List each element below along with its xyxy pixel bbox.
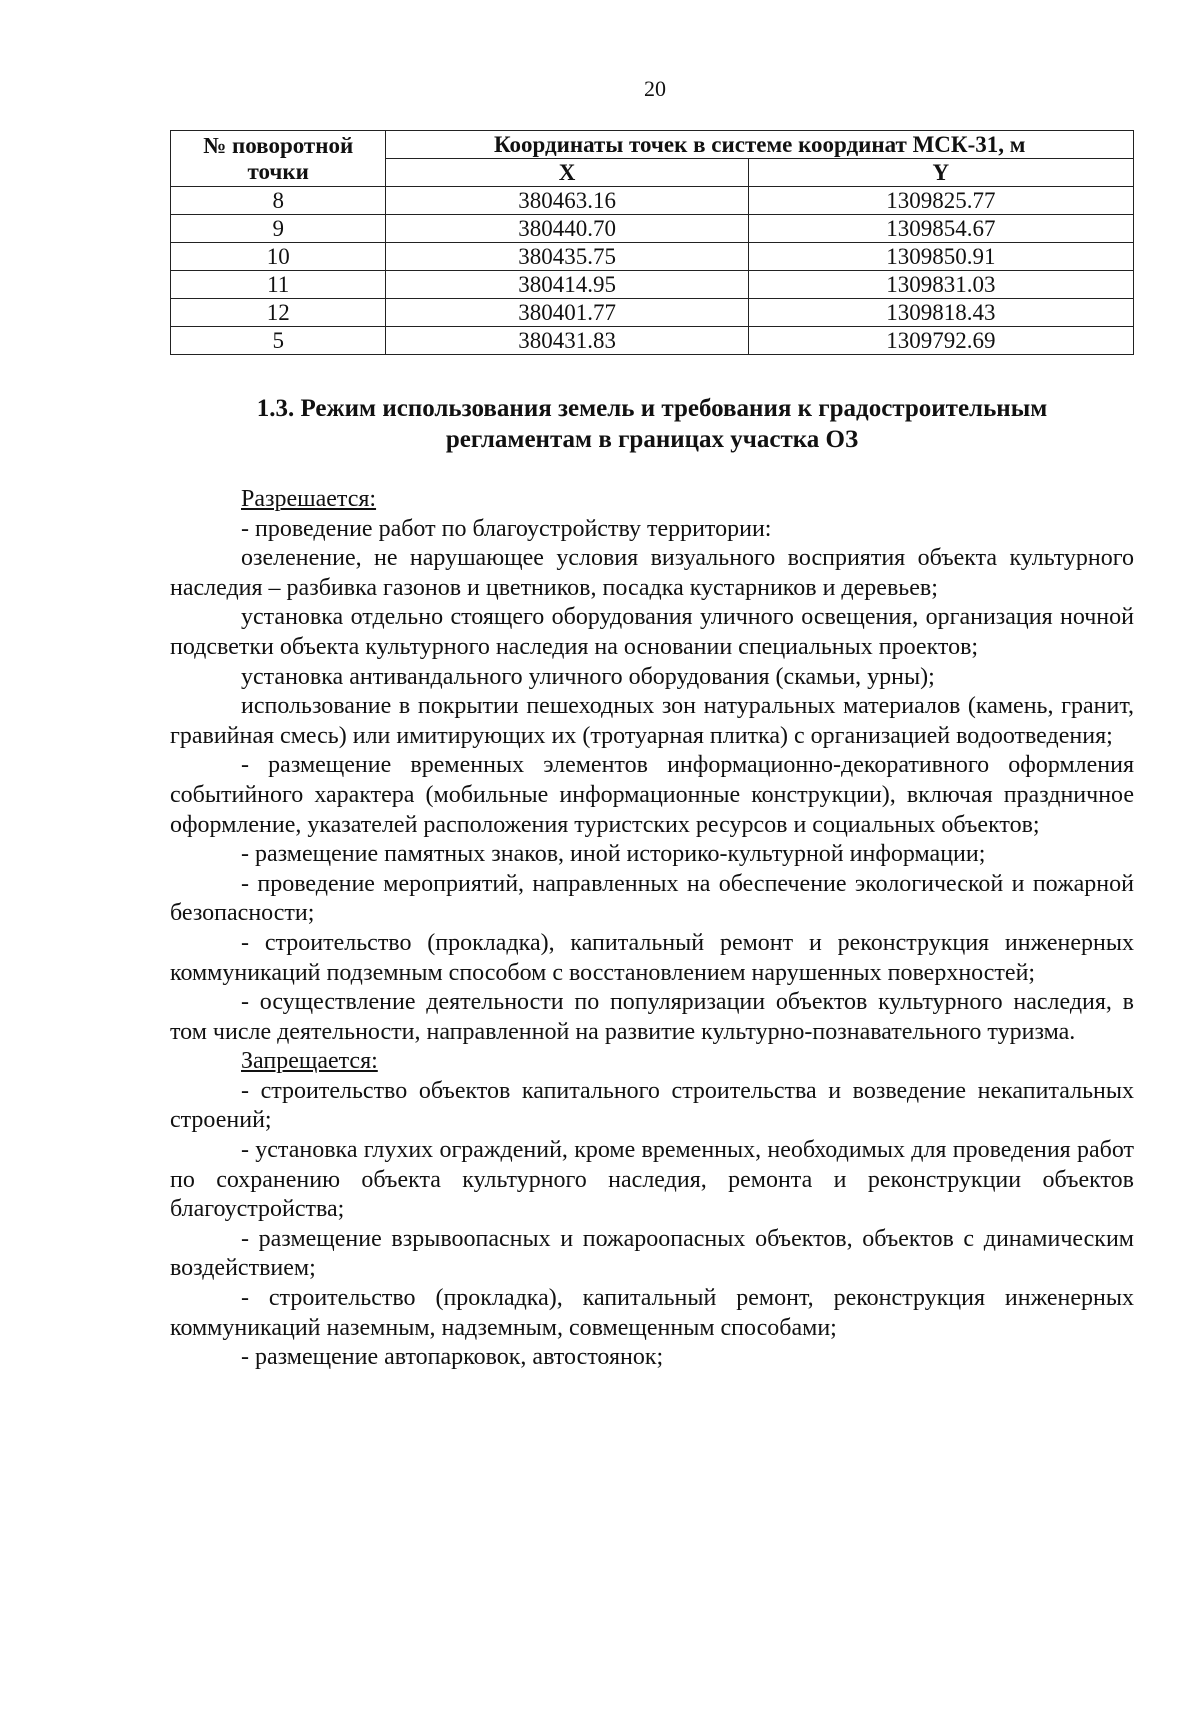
section-heading-line: 1.3. Режим использования земель и требования к градостроительным [256, 395, 1048, 422]
table-row [171, 187, 1134, 215]
y-cell: 1309825.77 [748, 187, 1133, 215]
list-item: - строительство объектов капитального строительства и возведение некапитальных строений; [170, 1077, 1134, 1134]
point-cell: 5 [171, 327, 386, 355]
y-cell: 1309854.67 [748, 215, 1133, 243]
table-row [171, 299, 1134, 327]
list-item: использование в покрытии пешеходных зон натуральных материалов (камень, гранит, гравийная смесь) или имитирующих их (тротуарная плитка) с организацией водоотведения; [170, 693, 1134, 749]
list-item: - проведение работ по благоустройству территории: [241, 515, 772, 542]
document-body [170, 485, 1134, 1373]
coordinates-table [170, 130, 1134, 355]
y-header: Y [748, 159, 1133, 187]
table-row [171, 327, 1134, 355]
x-cell: 380463.16 [386, 187, 748, 215]
page-number: 20 [644, 76, 666, 101]
list-item: - размещение временных элементов информационно-декоративного оформления событийного характера (мобильные информационные конструкции), включая праздничное оформление, указателей расположения туристских ресурсов и социальных объектов; [170, 752, 1134, 838]
list-item: - строительство (прокладка), капитальный ремонт и реконструкция инженерных коммуникаций подземным способом с восстановлением нарушенных поверхностей; [170, 929, 1134, 986]
list-item: - размещение памятных знаков, иной историко-культурной информации; [241, 841, 986, 868]
x-cell: 380431.83 [386, 327, 748, 355]
list-item: установка антивандального уличного оборудования (скамьи, урны); [241, 663, 935, 690]
point-cell: 10 [171, 243, 386, 271]
x-cell: 380440.70 [386, 215, 748, 243]
prohibited-label: Запрещается: [241, 1048, 378, 1075]
table-row [171, 271, 1134, 299]
list-item: - проведение мероприятий, направленных на обеспечение экологической и пожарной безопасности; [170, 870, 1134, 927]
list-item: - строительство (прокладка), капитальный ремонт, реконструкция инженерных коммуникаций наземным, надземным, совмещенным способами; [170, 1285, 1134, 1341]
allowed-label: Разрешается: [241, 486, 377, 512]
table-row [171, 215, 1134, 243]
x-header: X [386, 159, 748, 187]
point-cell: 11 [171, 271, 386, 299]
y-cell: 1309818.43 [748, 299, 1133, 327]
x-cell: 380435.75 [386, 243, 748, 271]
point-cell: 8 [171, 187, 386, 215]
point-number-header: № поворотной точки [171, 131, 386, 187]
y-cell: 1309831.03 [748, 271, 1133, 299]
point-cell: 12 [171, 299, 386, 327]
list-item: установка отдельно стоящего оборудования уличного освещения, организация ночной подсветки объекта культурного наследия на основании специальных проектов; [170, 604, 1134, 660]
x-cell: 380401.77 [386, 299, 748, 327]
section-heading-line: регламентам в границах участка ОЗ [445, 426, 859, 453]
coordinates-group-header: Координаты точек в системе координат МСК-31, м [386, 131, 1134, 159]
y-cell: 1309850.91 [748, 243, 1133, 271]
table-row [171, 243, 1134, 271]
y-cell: 1309792.69 [748, 327, 1133, 355]
list-item: - размещение взрывоопасных и пожароопасных объектов, объектов с динамическим воздействием; [170, 1225, 1134, 1282]
list-item: - установка глухих ограждений, кроме временных, необходимых для проведения работ по сохранению объекта культурного наследия, ремонта и реконструкции объектов благоустройства; [170, 1137, 1134, 1223]
point-cell: 9 [171, 215, 386, 243]
list-item: - осуществление деятельности по популяризации объектов культурного наследия, в том числе деятельности, направленной на развитие культурно-познавательного туризма. [170, 989, 1134, 1045]
list-item: озеленение, не нарушающее условия визуального восприятия объекта культурного наследия – разбивка газонов и цветников, посадка кустарников и деревьев; [170, 545, 1134, 601]
section-heading [170, 393, 1134, 455]
list-item: - размещение автопарковок, автостоянок; [241, 1344, 664, 1371]
x-cell: 380414.95 [386, 271, 748, 299]
